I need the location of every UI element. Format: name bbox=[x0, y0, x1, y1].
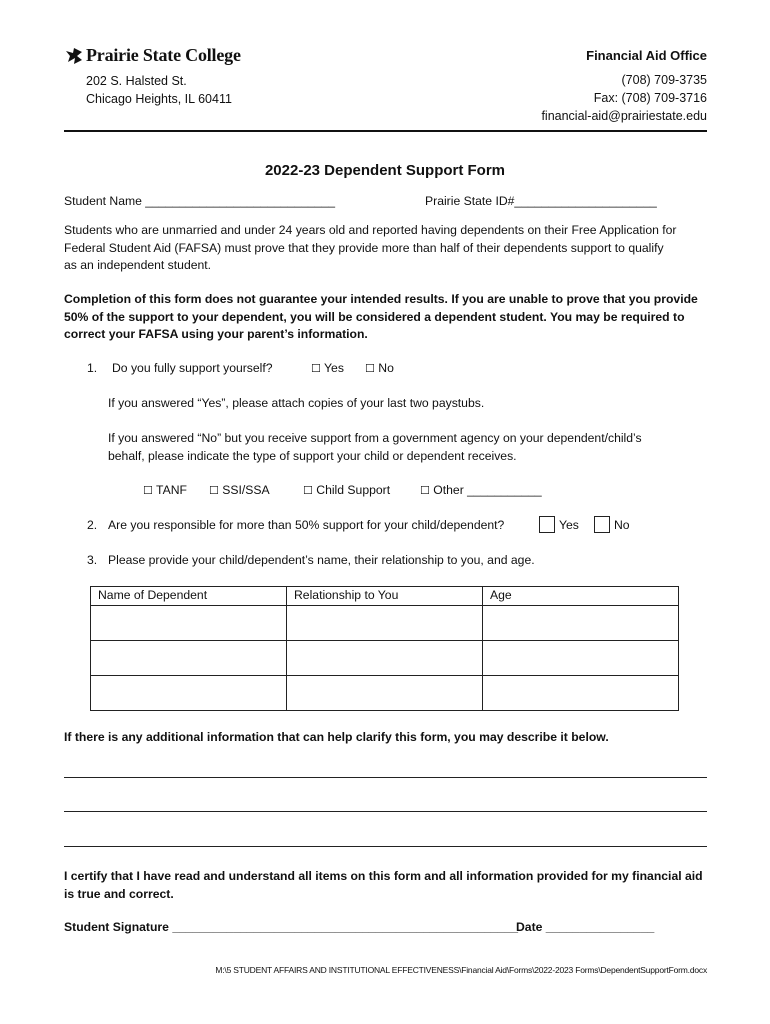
table-cell-input[interactable] bbox=[483, 676, 679, 711]
support-tanf-label: TANF bbox=[156, 483, 187, 497]
checkbox-box[interactable] bbox=[539, 516, 555, 533]
intro-line: Students who are unmarried and under 24 years old and reported having dependents on their Free Application for bbox=[64, 223, 677, 237]
certification-statement bbox=[64, 868, 703, 903]
support-child-label: Child Support bbox=[316, 483, 391, 497]
warning-line: 50% of the support to your dependent, you will be considered a dependent student. You may be required to bbox=[64, 309, 685, 324]
additional-info-prompt: If there is any additional information that can help clarify this form, you may describe it below. bbox=[64, 730, 609, 744]
dependents-table bbox=[90, 586, 679, 711]
q1-no-option[interactable] bbox=[365, 360, 394, 378]
office-phone: (708) 709-3735 bbox=[621, 73, 707, 87]
column-header-relationship: Relationship to You bbox=[287, 587, 483, 606]
support-other-option[interactable] bbox=[420, 482, 542, 500]
additional-info-line[interactable] bbox=[64, 777, 707, 778]
student-name-field[interactable]: Student Name ____________________________ bbox=[64, 194, 336, 208]
table-cell-input[interactable] bbox=[91, 676, 287, 711]
table-row bbox=[91, 676, 679, 711]
support-child-option[interactable] bbox=[303, 482, 390, 500]
warning-line: Completion of this form does not guarantee your intended results. If you are unable to prove that you provide bbox=[64, 292, 698, 306]
table-row bbox=[91, 606, 679, 641]
q1-yes-option[interactable] bbox=[311, 360, 344, 378]
college-logo bbox=[64, 45, 241, 66]
checkbox-icon[interactable]: ☐ bbox=[365, 362, 375, 375]
column-header-age: Age bbox=[483, 587, 679, 606]
question-3-number: 3. bbox=[87, 553, 98, 567]
support-tanf-option[interactable] bbox=[143, 482, 187, 500]
office-title: Financial Aid Office bbox=[586, 48, 707, 63]
column-header-name: Name of Dependent bbox=[91, 587, 287, 606]
table-cell-input[interactable] bbox=[91, 641, 287, 676]
college-address bbox=[86, 72, 232, 108]
table-cell-input[interactable] bbox=[483, 606, 679, 641]
additional-info-line[interactable] bbox=[64, 811, 707, 812]
form-title: 2022-23 Dependent Support Form bbox=[264, 162, 506, 179]
college-name: Prairie State College bbox=[86, 45, 241, 65]
question-3-text: Please provide your child/dependent’s name, their relationship to you, and age. bbox=[108, 553, 535, 567]
support-ssi-label: SSI/SSA bbox=[222, 483, 270, 497]
table-cell-input[interactable] bbox=[287, 606, 483, 641]
warning-line: correct your FAFSA using your parent’s information. bbox=[64, 327, 368, 341]
intro-paragraph bbox=[64, 222, 676, 275]
checkbox-icon[interactable]: ☐ bbox=[420, 484, 430, 497]
q2-yes-option[interactable] bbox=[539, 516, 579, 535]
certification-line: is true and correct. bbox=[64, 886, 174, 901]
question-2-text: Are you responsible for more than 50% support for your child/dependent? bbox=[108, 518, 505, 532]
checkbox-box[interactable] bbox=[594, 516, 610, 533]
q1-yes-label: Yes bbox=[324, 361, 344, 375]
support-ssi-option[interactable] bbox=[209, 482, 270, 500]
checkbox-icon[interactable]: ☐ bbox=[311, 362, 321, 375]
warning-paragraph bbox=[64, 291, 698, 344]
office-email[interactable]: financial-aid@prairiestate.edu bbox=[541, 109, 707, 123]
checkbox-icon[interactable]: ☐ bbox=[143, 484, 153, 497]
certification-line: I certify that I have read and understand all items on this form and all information provided for my financial aid bbox=[64, 869, 703, 883]
q1-no-label: No bbox=[378, 361, 394, 375]
question-2-number: 2. bbox=[87, 518, 98, 532]
student-id-field[interactable]: Prairie State ID#_____________________ bbox=[425, 194, 657, 208]
additional-info-line[interactable] bbox=[64, 846, 707, 847]
checkbox-icon[interactable]: ☐ bbox=[209, 484, 219, 497]
q1-no-note bbox=[108, 430, 642, 465]
table-row bbox=[91, 641, 679, 676]
intro-line: Federal Student Aid (FAFSA) must prove that they provide more than half of their dependents support to qualify bbox=[64, 240, 664, 255]
q2-no-label: No bbox=[614, 518, 630, 532]
intro-line: as an independent student. bbox=[64, 258, 212, 272]
checkbox-icon[interactable]: ☐ bbox=[303, 484, 313, 497]
address-line-1: 202 S. Halsted St. bbox=[86, 74, 187, 88]
table-cell-input[interactable] bbox=[91, 606, 287, 641]
q1-no-note-line: behalf, please indicate the type of support your child or dependent receives. bbox=[108, 448, 517, 463]
table-cell-input[interactable] bbox=[483, 641, 679, 676]
table-cell-input[interactable] bbox=[287, 641, 483, 676]
q1-no-note-line: If you answered “No” but you receive support from a government agency on your dependent/child’s bbox=[108, 431, 642, 445]
office-contact bbox=[541, 47, 707, 125]
address-line-2: Chicago Heights, IL 60411 bbox=[86, 92, 232, 106]
question-1-number: 1. bbox=[87, 361, 98, 375]
footer-file-path: M:\5 STUDENT AFFAIRS AND INSTITUTIONAL EFFECTIVENESS\Financial Aid\Forms\2022-2023 Forms\DependentSupportForm.docx bbox=[215, 965, 707, 975]
office-fax: Fax: (708) 709-3716 bbox=[593, 91, 707, 105]
date-field[interactable]: Date ________________ bbox=[516, 920, 655, 934]
table-header-row bbox=[91, 587, 679, 606]
support-other-label: Other ___________ bbox=[433, 483, 542, 497]
q1-yes-note: If you answered “Yes”, please attach copies of your last two paystubs. bbox=[108, 396, 485, 410]
q2-no-option[interactable] bbox=[594, 516, 630, 535]
header-divider bbox=[64, 130, 707, 132]
question-1-text: Do you fully support yourself? bbox=[112, 361, 273, 375]
q2-yes-label: Yes bbox=[559, 518, 579, 532]
table-cell-input[interactable] bbox=[287, 676, 483, 711]
signature-field[interactable]: Student Signature ___________________________________________________ bbox=[64, 920, 519, 934]
prairie-state-logo-icon bbox=[64, 47, 84, 65]
